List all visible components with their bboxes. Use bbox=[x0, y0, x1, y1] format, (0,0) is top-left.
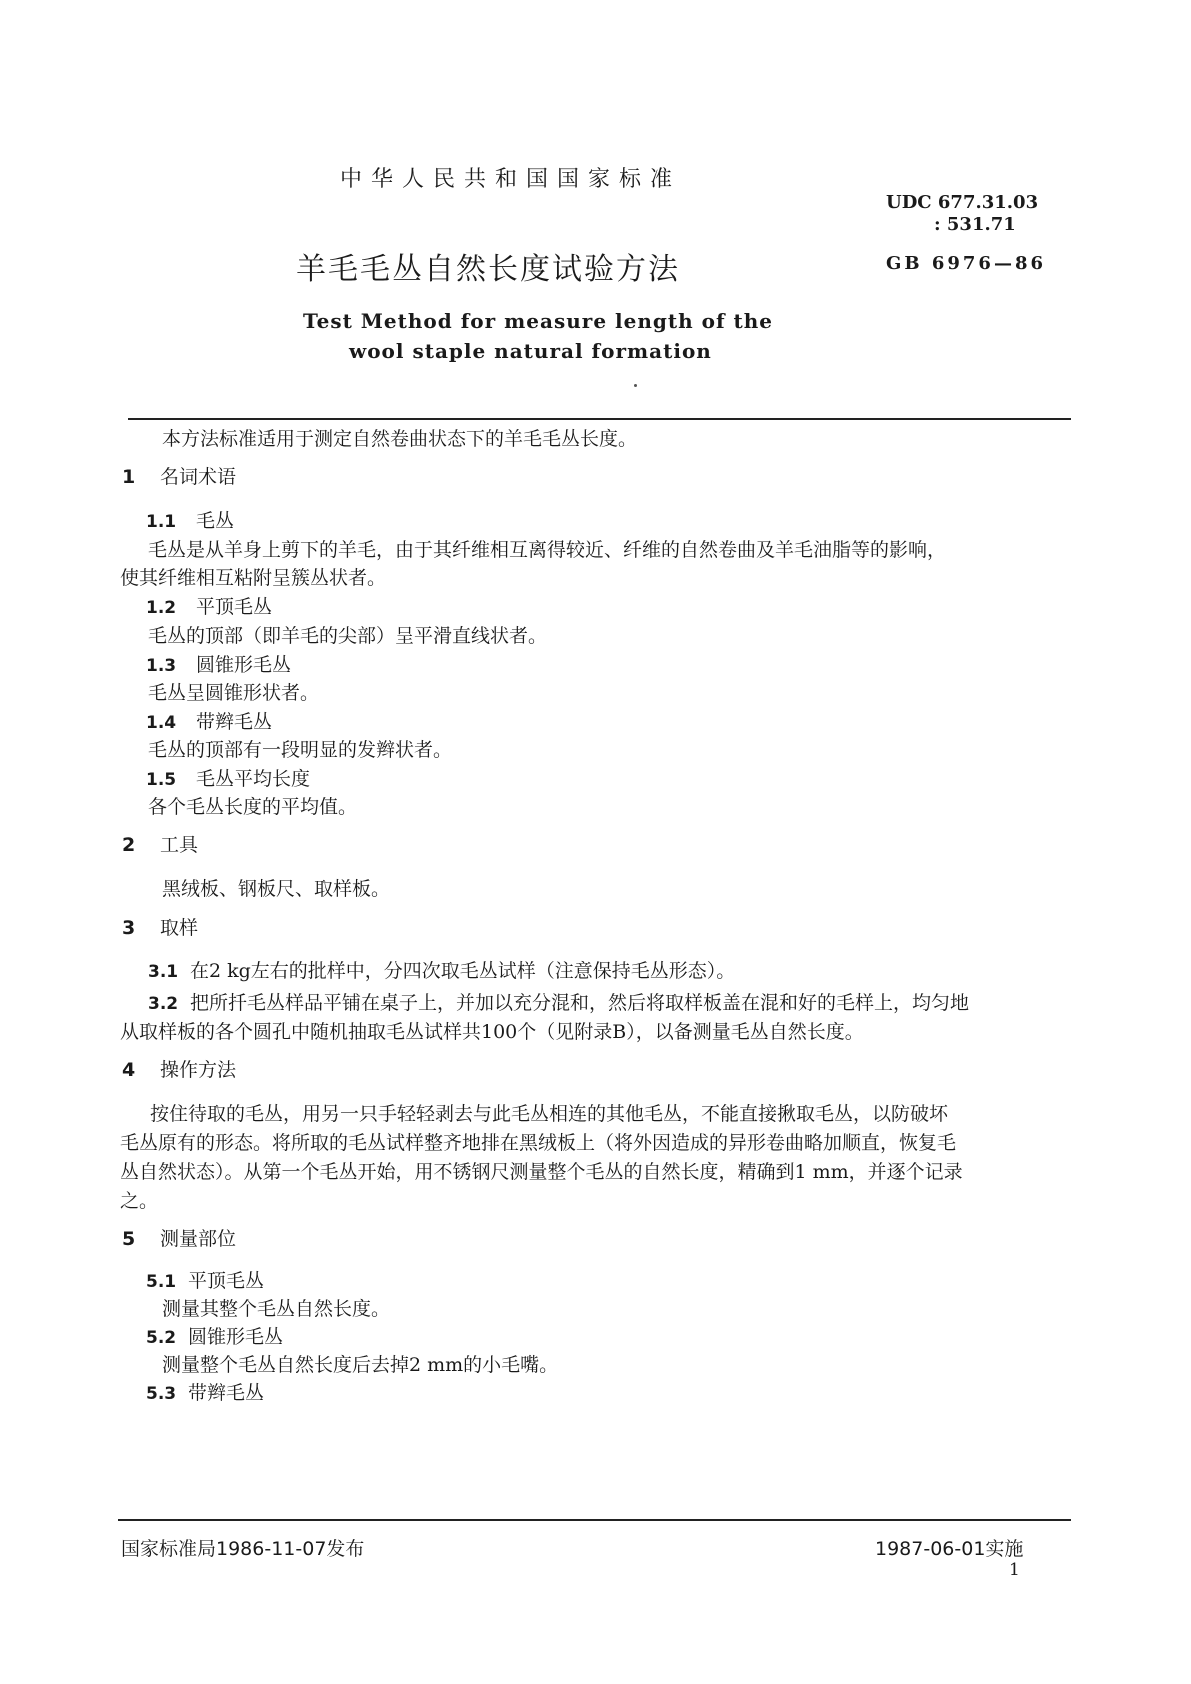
clause-number: 3.1 bbox=[148, 962, 179, 982]
section-3-heading bbox=[122, 913, 198, 940]
section-number: 3 bbox=[122, 917, 136, 939]
clause-text: 在2 kg左右的批样中，分四次取毛丛试样（注意保持毛丛形态）。 bbox=[190, 960, 736, 982]
clause-3-2-line-2: 从取样板的各个圆孔中随机抽取毛丛试样共100个（见附录B），以备测量毛丛自然长度。 bbox=[120, 1021, 864, 1043]
clause-title: 带辫毛丛 bbox=[196, 711, 273, 733]
clause-number: 1.3 bbox=[146, 656, 177, 676]
section-4-text-line-4: 之。 bbox=[120, 1190, 159, 1212]
footer-divider bbox=[118, 1519, 1071, 1521]
clause-5-2-heading bbox=[146, 1322, 283, 1349]
clause-number: 5.2 bbox=[146, 1328, 177, 1348]
clause-title: 圆锥形毛丛 bbox=[188, 1326, 284, 1348]
clause-number: 5.1 bbox=[146, 1272, 177, 1292]
clause-1-4-text: 毛丛的顶部有一段明显的发辫状者。 bbox=[148, 739, 453, 761]
section-title: 取样 bbox=[160, 917, 199, 939]
section-2-text: 黑绒板、钢板尺、取样板。 bbox=[162, 878, 391, 900]
section-title: 名词术语 bbox=[160, 466, 237, 488]
document-title-en-line-1: Test Method for measure length of the bbox=[303, 309, 774, 333]
section-number: 1 bbox=[122, 466, 136, 488]
clause-text: 把所扦毛丛样品平铺在桌子上，并加以充分混和，然后将取样板盖在混和好的毛样上，均匀地 bbox=[190, 992, 970, 1014]
clause-number: 5.3 bbox=[146, 1384, 177, 1404]
clause-number: 1.4 bbox=[146, 713, 177, 733]
scope-paragraph: 本方法标准适用于测定自然卷曲状态下的羊毛毛丛长度。 bbox=[162, 428, 638, 450]
clause-1-1-heading bbox=[146, 506, 234, 533]
section-title: 操作方法 bbox=[160, 1059, 237, 1081]
clause-1-5-heading bbox=[146, 764, 310, 791]
page-number: 1 bbox=[1009, 1560, 1020, 1580]
gb-standard-number: GB 6976—86 bbox=[886, 253, 1046, 274]
scan-speck bbox=[634, 384, 637, 387]
clause-1-5-text: 各个毛丛长度的平均值。 bbox=[148, 796, 358, 818]
clause-title: 平顶毛丛 bbox=[196, 596, 273, 618]
clause-1-1-text-line-2: 使其纤维相互粘附呈簇丛状者。 bbox=[120, 567, 387, 589]
clause-number: 3.2 bbox=[148, 994, 179, 1014]
section-4-text-line-3: 丛自然状态）。从第一个毛丛开始，用不锈钢尺测量整个毛丛的自然长度，精确到1 mm，并逐个记录 bbox=[120, 1161, 963, 1183]
clause-title: 毛丛平均长度 bbox=[196, 768, 311, 790]
section-5-heading bbox=[122, 1224, 236, 1251]
clause-3-2-line-1 bbox=[148, 988, 969, 1015]
clause-3-1 bbox=[148, 956, 735, 983]
section-number: 2 bbox=[122, 834, 136, 856]
clause-5-1-text: 测量其整个毛丛自然长度。 bbox=[162, 1298, 391, 1320]
standard-category-title: 中华人民共和国国家标准 bbox=[340, 167, 682, 192]
clause-title: 平顶毛丛 bbox=[188, 1270, 265, 1292]
issue-date: 国家标准局1986-11-07发布 bbox=[121, 1538, 365, 1560]
clause-title: 毛丛 bbox=[196, 510, 235, 532]
clause-1-3-heading bbox=[146, 650, 291, 677]
clause-1-3-text: 毛丛呈圆锥形状者。 bbox=[148, 682, 320, 704]
clause-number: 1.5 bbox=[146, 770, 177, 790]
clause-1-2-text: 毛丛的顶部（即羊毛的尖部）呈平滑直线状者。 bbox=[148, 625, 548, 647]
udc-code bbox=[886, 192, 1038, 236]
header-divider bbox=[128, 418, 1071, 420]
clause-5-3-heading bbox=[146, 1378, 264, 1405]
udc-line-2: : 531.71 bbox=[934, 214, 1016, 235]
implementation-date: 1987-06-01实施 bbox=[875, 1538, 1024, 1560]
clause-1-2-heading bbox=[146, 592, 272, 619]
section-4-text-line-2: 毛丛原有的形态。将所取的毛丛试样整齐地排在黑绒板上（将外因造成的异形卷曲略加顺直，恢复毛 bbox=[120, 1132, 957, 1154]
clause-number: 1.2 bbox=[146, 598, 177, 618]
section-title: 测量部位 bbox=[160, 1228, 237, 1250]
clause-title: 带辫毛丛 bbox=[188, 1382, 265, 1404]
section-4-heading bbox=[122, 1055, 236, 1082]
udc-line-1: UDC 677.31.03 bbox=[886, 192, 1039, 213]
clause-1-4-heading bbox=[146, 707, 272, 734]
clause-1-1-text-line-1: 毛丛是从羊身上剪下的羊毛，由于其纤维相互离得较近、纤维的自然卷曲及羊毛油脂等的影响， bbox=[148, 539, 947, 561]
document-title-en-line-2: wool staple natural formation bbox=[349, 339, 712, 363]
section-number: 4 bbox=[122, 1059, 136, 1081]
section-2-heading bbox=[122, 830, 198, 857]
section-4-text-line-1: 按住待取的毛丛，用另一只手轻轻剥去与此毛丛相连的其他毛丛，不能直接揪取毛丛，以防破坏 bbox=[150, 1103, 949, 1125]
clause-number: 1.1 bbox=[146, 512, 177, 532]
clause-5-2-text: 测量整个毛丛自然长度后去掉2 mm的小毛嘴。 bbox=[162, 1354, 559, 1376]
section-number: 5 bbox=[122, 1228, 136, 1250]
section-1-heading bbox=[122, 462, 236, 489]
document-title-cn: 羊毛毛丛自然长度试验方法 bbox=[296, 252, 680, 287]
clause-title: 圆锥形毛丛 bbox=[196, 654, 292, 676]
section-title: 工具 bbox=[160, 834, 199, 856]
clause-5-1-heading bbox=[146, 1266, 264, 1293]
